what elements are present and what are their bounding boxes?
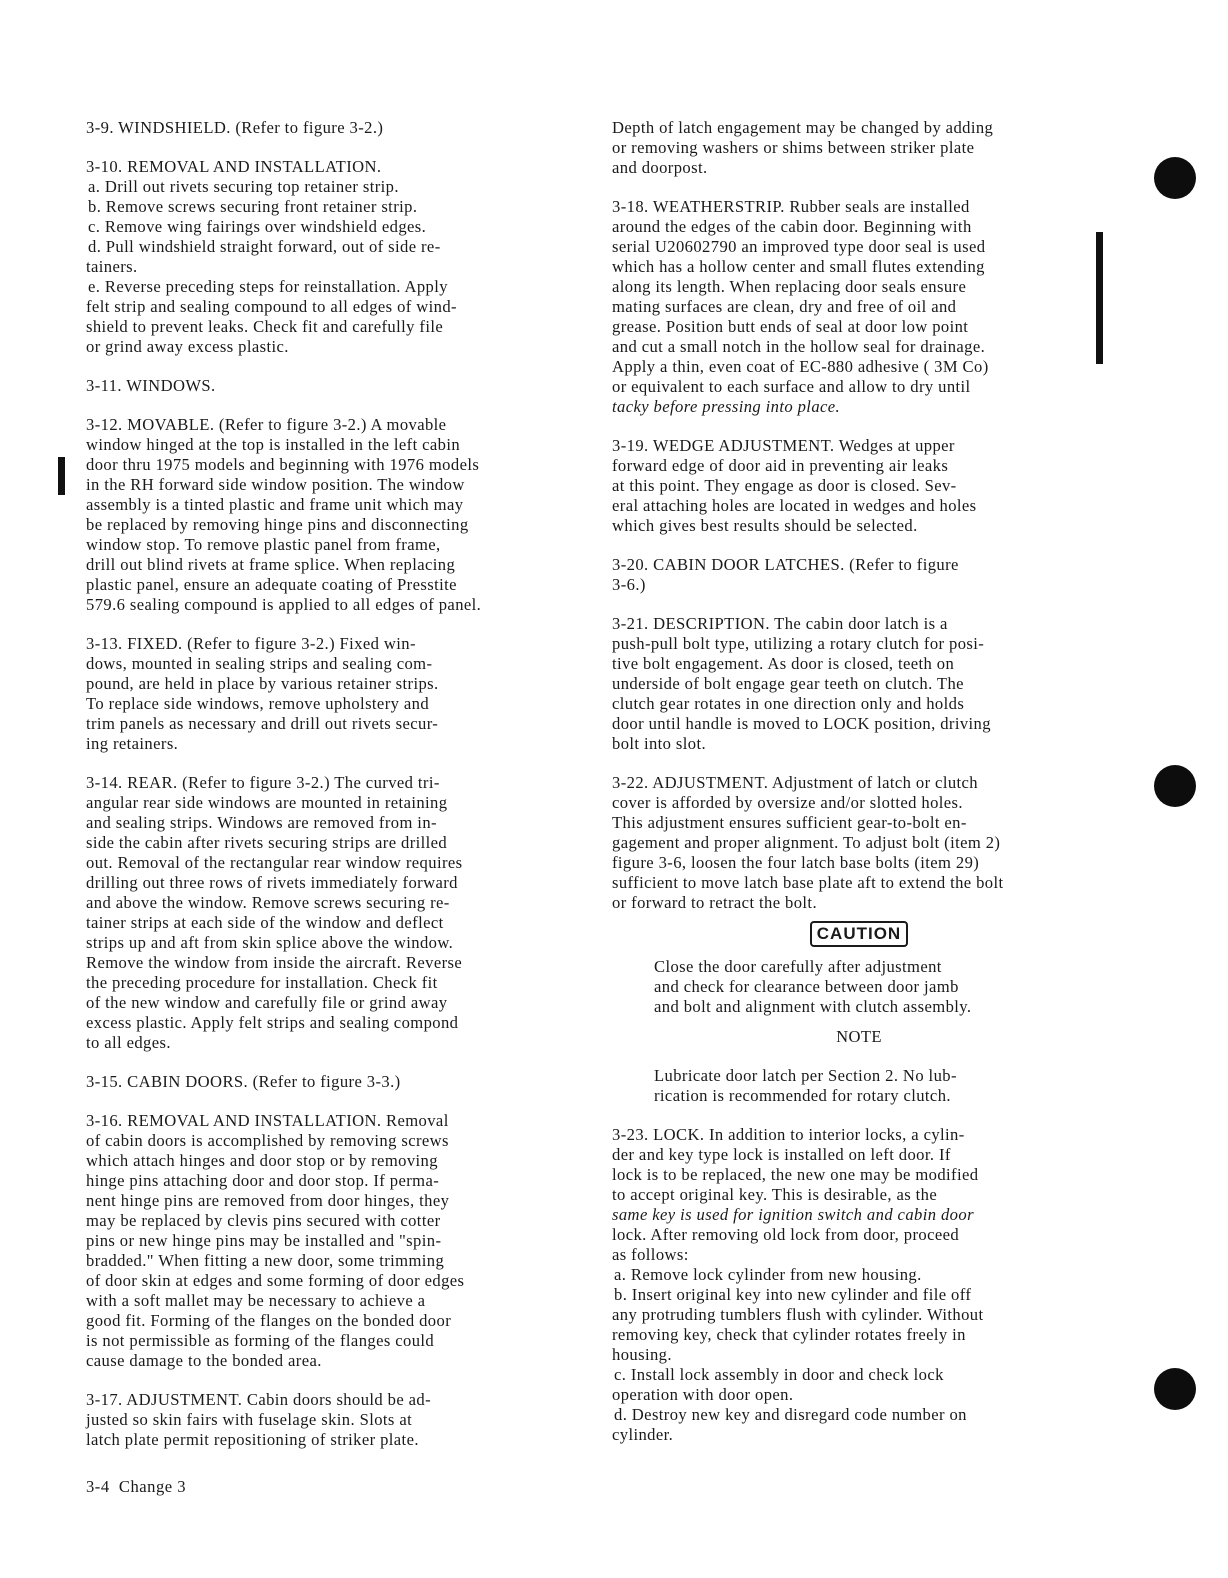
text-line: gagement and proper alignment. To adjust bolt (item 2) [612,833,1001,852]
section-3-10 [86,157,578,357]
section-3-22 [612,773,1106,913]
step-line: any protruding tumblers flush with cylinder. Without [612,1305,984,1324]
step-line: d. Destroy new key and disregard code number on [614,1405,967,1424]
text-line: of the new window and carefully file or grind away [86,993,448,1012]
text-line: 3-18. WEATHERSTRIP. Rubber seals are installed [612,197,970,216]
step-line: c. Remove wing fairings over windshield edges. [88,217,427,236]
section-3-13 [86,634,578,754]
section-3-21 [612,614,1106,754]
change-number: Change 3 [118,1477,187,1496]
section-3-9-heading: 3-9. WINDSHIELD. (Refer to figure 3-2.) [86,118,384,137]
text-line: same key is used for ignition switch and cabin door [612,1205,974,1224]
text-line: which gives best results should be selected. [612,516,918,535]
text-line: cause damage to the bonded area. [86,1351,322,1370]
text-line: cover is afforded by oversize and/or slotted holes. [612,793,963,812]
text-line: dows, mounted in sealing strips and sealing com- [86,654,433,673]
text-line: 579.6 sealing compound is applied to all edges of panel. [86,595,482,614]
text-line: rication is recommended for rotary clutch. [654,1086,951,1105]
text-line: door thru 1975 models and beginning with 1976 models [86,455,480,474]
section-3-16 [86,1111,578,1371]
text-line: drilling out three rows of rivets immediately forward [86,873,458,892]
text-line: pins or new hinge pins may be installed and "spin- [86,1231,442,1250]
section-3-14 [86,773,578,1053]
section-3-15-heading: 3-15. CABIN DOORS. (Refer to figure 3-3.) [86,1072,401,1091]
text-line: and above the window. Remove screws securing re- [86,893,450,912]
binder-hole-3 [1154,1368,1196,1410]
text-line: and doorpost. [612,158,708,177]
text-line: drill out blind rivets at frame splice. When replacing [86,555,456,574]
text-line: 3-23. LOCK. In addition to interior locks, a cylin- [612,1125,965,1144]
text-line: excess plastic. Apply felt strips and sealing compond [86,1013,459,1032]
text-line: 3-17. ADJUSTMENT. Cabin doors should be ad- [86,1390,432,1409]
text-line: 3-22. ADJUSTMENT. Adjustment of latch or clutch [612,773,978,792]
text-line: 3-21. DESCRIPTION. The cabin door latch is a [612,614,948,633]
text-line: 3-19. WEDGE ADJUSTMENT. Wedges at upper [612,436,955,455]
text-line: good fit. Forming of the flanges on the bonded door [86,1311,452,1330]
text-line: to accept original key. This is desirable, as the [612,1185,938,1204]
text-line: angular rear side windows are mounted in retaining [86,793,448,812]
text-line: 3-16. REMOVAL AND INSTALLATION. Removal [86,1111,449,1130]
text-line: bradded." When fitting a new door, some trimming [86,1251,445,1270]
section-3-20 [612,555,1106,595]
text-line: push-pull bolt type, utilizing a rotary clutch for posi- [612,634,985,653]
step-line: d. Pull windshield straight forward, out of side re- [88,237,441,256]
text-line: window hinged at the top is installed in the left cabin [86,435,461,454]
text-line: 3-12. MOVABLE. (Refer to figure 3-2.) A movable [86,415,447,434]
text-line: Lubricate door latch per Section 2. No lub- [654,1066,957,1085]
step-line: housing. [612,1345,672,1364]
step-line: shield to prevent leaks. Check fit and carefully file [86,317,444,336]
binder-hole-2 [1154,765,1196,807]
step-line: operation with door open. [612,1385,794,1404]
text-line: out. Removal of the rectangular rear window requires [86,853,463,872]
text-line: sufficient to move latch base plate aft to extend the bolt [612,873,1004,892]
text-line: der and key type lock is installed on left door. If [612,1145,951,1164]
note-text [654,1066,1106,1106]
text-line: tainer strips at each side of the window and deflect [86,913,444,932]
section-3-17-continued [612,118,1106,178]
caution-label: CAUTION [810,921,908,947]
section-3-9 [86,118,578,138]
step-line: b. Insert original key into new cylinder and file off [614,1285,972,1304]
section-3-23 [612,1125,1106,1445]
text-line: of door skin at edges and some forming of door edges [86,1271,465,1290]
text-line: justed so skin fairs with fuselage skin. Slots at [86,1410,413,1429]
text-line: 3-14. REAR. (Refer to figure 3-2.) The curved tri- [86,773,440,792]
text-line: This adjustment ensures sufficient gear-to-bolt en- [612,813,967,832]
text-line: of cabin doors is accomplished by removing screws [86,1131,449,1150]
page-footer [86,1477,186,1497]
section-3-15 [86,1072,578,1092]
text-line: underside of bolt engage gear teeth on clutch. The [612,674,964,693]
text-line: To replace side windows, remove upholstery and [86,694,430,713]
text-line: be replaced by removing hinge pins and disconnecting [86,515,469,534]
text-line: tacky before pressing into place. [612,397,841,416]
text-line: lock is to be replaced, the new one may be modified [612,1165,979,1184]
section-3-11 [86,376,578,396]
text-line: door until handle is moved to LOCK position, driving [612,714,991,733]
text-line: and cut a small notch in the hollow seal for drainage. [612,337,986,356]
text-line: plastic panel, ensure an adequate coating of Presstite [86,575,457,594]
text-line: and bolt and alignment with clutch assembly. [654,997,972,1016]
text-line: with a soft mallet may be necessary to achieve a [86,1291,426,1310]
text-line: hinge pins attaching door and door stop. If perma- [86,1171,440,1190]
text-line: forward edge of door aid in preventing air leaks [612,456,949,475]
text-line: figure 3-6, loosen the four latch base bolts (item 29) [612,853,980,872]
text-line: may be replaced by clevis pins secured with cotter [86,1211,441,1230]
text-line: which has a hollow center and small flutes extending [612,257,985,276]
text-line: side the cabin after rivets securing strips are drilled [86,833,448,852]
text-line: nent hinge pins are removed from door hinges, they [86,1191,450,1210]
step-line: a. Drill out rivets securing top retainer strip. [88,177,399,196]
text-line: 3-20. CABIN DOOR LATCHES. (Refer to figure [612,555,959,574]
text-line: latch plate permit repositioning of striker plate. [86,1430,419,1449]
section-3-18 [612,197,1106,417]
section-3-12 [86,415,578,615]
section-3-10-heading: 3-10. REMOVAL AND INSTALLATION. [86,157,382,176]
change-bar-left [58,457,65,495]
binder-hole-1 [1154,157,1196,199]
section-3-11-heading: 3-11. WINDOWS. [86,376,216,395]
page-number: 3-4 [86,1477,110,1496]
text-line: grease. Position butt ends of seal at door low point [612,317,969,336]
step-line: cylinder. [612,1425,674,1444]
text-line: to all edges. [86,1033,171,1052]
step-line: removing key, check that cylinder rotates freely in [612,1325,966,1344]
text-line: pound, are held in place by various retainer strips. [86,674,439,693]
text-line: or equivalent to each surface and allow to dry until [612,377,971,396]
text-line: in the RH forward side window position. The window [86,475,465,494]
step-line: or grind away excess plastic. [86,337,289,356]
text-line: lock. After removing old lock from door, proceed [612,1225,960,1244]
text-line: Remove the window from inside the aircraft. Reverse [86,953,463,972]
text-line: serial U20602790 an improved type door seal is used [612,237,986,256]
text-line: bolt into slot. [612,734,707,753]
section-3-17 [86,1390,578,1450]
text-line: Depth of latch engagement may be changed by adding [612,118,994,137]
text-line: Close the door carefully after adjustment [654,957,942,976]
text-line: along its length. When replacing door seals ensure [612,277,967,296]
step-line: c. Install lock assembly in door and check lock [614,1365,944,1384]
step-line: tainers. [86,257,138,276]
text-line: tive bolt engagement. As door is closed, teeth on [612,654,955,673]
text-line: and sealing strips. Windows are removed from in- [86,813,437,832]
caution-text [654,957,1106,1017]
text-line: as follows: [612,1245,689,1264]
section-3-19 [612,436,1106,536]
text-line: 3-6.) [612,575,646,594]
text-line: Apply a thin, even coat of EC-880 adhesive ( 3M Co) [612,357,989,376]
text-line: and check for clearance between door jamb [654,977,959,996]
text-line: or removing washers or shims between striker plate [612,138,975,157]
step-line: e. Reverse preceding steps for reinstallation. Apply [88,277,448,296]
note-label: NOTE [836,1027,882,1046]
text-line: which attach hinges and door stop or by removing [86,1151,438,1170]
text-line: is not permissible as forming of the flanges could [86,1331,435,1350]
step-line: a. Remove lock cylinder from new housing. [614,1265,922,1284]
text-line: clutch gear rotates in one direction only and holds [612,694,965,713]
text-line: eral attaching holes are located in wedges and holes [612,496,977,515]
text-line: ing retainers. [86,734,179,753]
caution-header [612,921,1106,947]
text-line: or forward to retract the bolt. [612,893,817,912]
text-line: trim panels as necessary and drill out rivets secur- [86,714,439,733]
right-column [612,118,1106,1445]
text-line: assembly is a tinted plastic and frame unit which may [86,495,464,514]
text-line: window stop. To remove plastic panel from frame, [86,535,441,554]
text-line: 3-13. FIXED. (Refer to figure 3-2.) Fixed win- [86,634,416,653]
text-line: around the edges of the cabin door. Beginning with [612,217,972,236]
text-line: strips up and aft from skin splice above the window. [86,933,454,952]
text-line: the preceding procedure for installation. Check fit [86,973,438,992]
step-line: b. Remove screws securing front retainer strip. [88,197,418,216]
text-line: mating surfaces are clean, dry and free of oil and [612,297,957,316]
text-line: at this point. They engage as door is closed. Sev- [612,476,957,495]
step-line: felt strip and sealing compound to all edges of wind- [86,297,457,316]
left-column [86,118,578,1469]
